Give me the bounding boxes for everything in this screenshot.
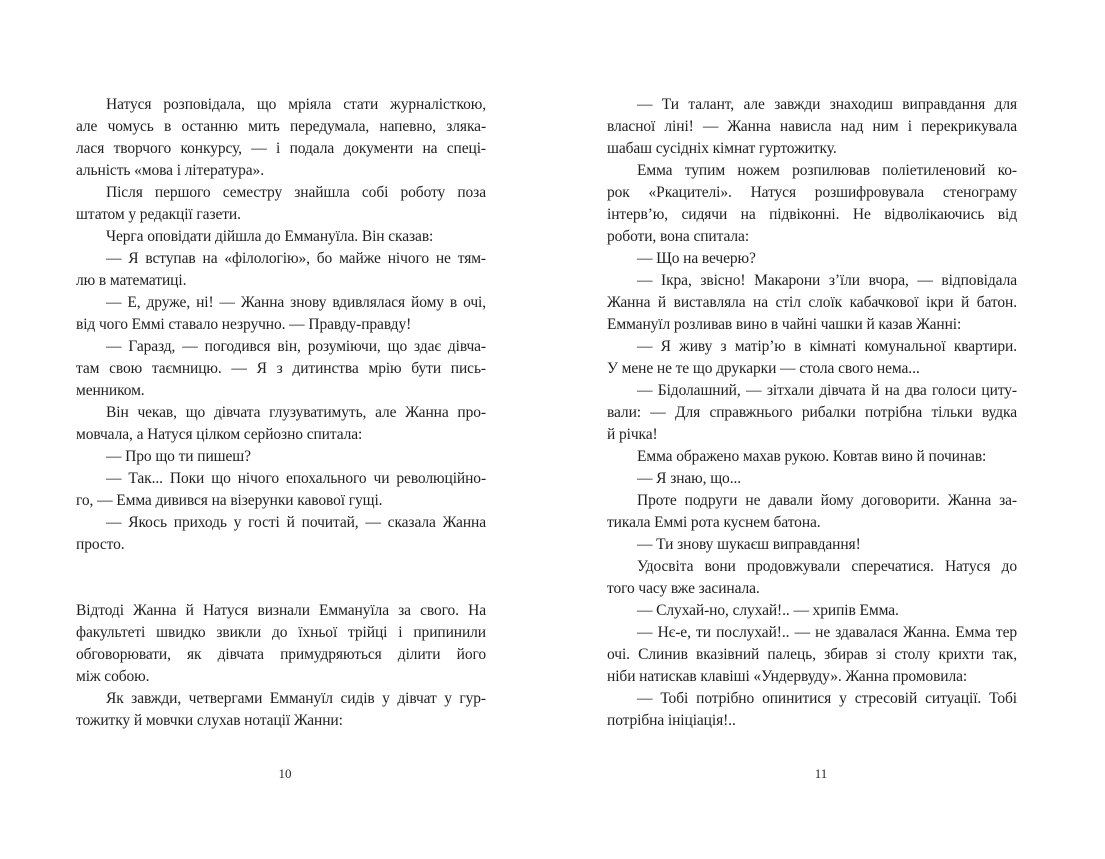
text-line: між собою. — [76, 668, 150, 685]
text-line: там свою таємницю. — Я з дитинства мрію бути пись- — [76, 360, 486, 377]
text-section — [76, 94, 486, 556]
text-line: від чого Еммі ставало незручно. — Правду-правду! — [76, 316, 412, 333]
text-line: ніби натискав клавіші «Ундервуду». Жанна промовила: — [607, 668, 968, 685]
text-line: — Що на вечерю? — [637, 250, 756, 267]
text-line: інтерв’ю, сидячи на підвіконні. Не відволікаючись від — [607, 206, 1017, 223]
text-line: лася творчого конкурсу, — і подала документи на спеці- — [76, 140, 486, 157]
text-line: Відтоді Жанна й Натуся визнали Еммануїла за свого. На — [76, 602, 486, 619]
text-line: — Тобі потрібно опинитися у стресовій ситуації. Тобі — [637, 690, 1017, 707]
text-line: менником. — [76, 382, 145, 399]
text-line: — Про що ти пишеш? — [106, 448, 251, 465]
text-line: лю в математиці. — [76, 272, 187, 289]
text-line: Емма ображено махав рукою. Ковтав вино й починав: — [637, 448, 987, 465]
text-line: Еммануїл розливав вино в чайні чашки й казав Жанні: — [607, 316, 962, 333]
text-line: — Так... Поки що нічого епохального чи революційно- — [106, 470, 486, 487]
text-line: тожитку й мовчки слухав нотації Жанни: — [76, 712, 343, 729]
text-line: — Слухай-но, слухай!.. — хрипів Емма. — [637, 602, 899, 619]
text-line: — Якось приходь у гості й почитай, — сказала Жанна — [106, 514, 486, 531]
text-line: Черга оповідати дійшла до Еммануїла. Він сказав: — [106, 228, 434, 245]
text-line: — Я знаю, що... — [637, 470, 742, 487]
text-line: роботи, вона спитала: — [607, 228, 750, 245]
text-line: — Нє-е, ти послухай!.. — не здавалася Жанна. Емма тер — [637, 624, 1017, 641]
text-line: мовчала, а Натуся цілком серйозно спитала: — [76, 426, 363, 443]
text-line: Він чекав, що дівчата глузуватимуть, але Жанна про- — [106, 404, 486, 421]
text-line: очі. Слинив вказівний палець, збирав зі столу крихти так, — [607, 646, 1017, 663]
text-line: вали: — Для справжнього рибалки потрібна тільки вудка — [607, 404, 1017, 421]
text-line: тикала Еммі рота куснем батона. — [607, 514, 821, 531]
text-line: Проте подруги не давали йому договорити. Жанна за- — [637, 492, 1017, 509]
text-line: го, — Емма дивився на візерунки кавової гущі. — [76, 492, 383, 509]
text-section — [607, 94, 1017, 732]
text-line: — Я вступав на «філологію», бо майже нічого не тям- — [106, 250, 486, 267]
text-line: потрібна ініціація!.. — [607, 712, 736, 729]
text-line: — Е, друже, ні! — Жанна знову вдивлялася йому в очі, — [106, 294, 486, 311]
page-number-left: 10 — [278, 766, 292, 781]
text-line: альність «мова і література». — [76, 162, 264, 179]
text-line: — Я живу з матір’ю в кімнаті комунальної квартири. — [637, 338, 1017, 355]
text-line: Удосвіта вони продовжували сперечатися. Натуся до — [637, 558, 1017, 575]
right-page-text-column — [607, 94, 1017, 732]
text-line: й річка! — [607, 426, 658, 443]
left-page-text-column — [76, 94, 486, 732]
text-line: — Ікра, звісно! Макарони з’їли вчора, — відповідала — [637, 272, 1017, 289]
text-line: — Бідолашний, — зітхали дівчата й на два голоси циту- — [637, 382, 1017, 399]
text-section — [76, 600, 486, 732]
text-line: Емма тупим ножем розпилював поліетиленовий ко- — [637, 162, 1017, 179]
text-line: просто. — [76, 536, 125, 553]
text-line: того часу вже засинала. — [607, 580, 760, 597]
text-line: У мене не те що друкарки — стола свого нема... — [607, 360, 920, 377]
text-line: — Гаразд, — погодився він, розуміючи, що здає дівча- — [106, 338, 486, 355]
text-line: Жанна й виставляла на стіл слоїк кабачкової ікри й батон. — [607, 294, 1017, 311]
text-line: — Ти знову шукаєш виправдання! — [637, 536, 861, 553]
text-line: штатом у редакції газети. — [76, 206, 241, 223]
text-line: обговорювати, як дівчата примудряються ділити його — [76, 646, 486, 663]
text-line: — Ти талант, але завжди знаходиш виправдання для — [637, 96, 1017, 113]
page-number-right: 11 — [814, 766, 828, 781]
text-line: власної ліні! — Жанна нависла над ним і перекрикувала — [607, 118, 1017, 135]
text-line: Як завжди, четвергами Еммануїл сидів у дівчат у гур- — [106, 690, 486, 707]
text-line: факультеті швидко звикли до їхньої трійці і припинили — [76, 624, 486, 641]
text-line: шабаш сусідніх кімнат гуртожитку. — [607, 140, 837, 157]
text-line: Після першого семестру знайшла собі роботу поза — [106, 184, 486, 201]
text-line: рок «Ркацителі». Натуся розшифровувала стенограму — [607, 184, 1017, 201]
text-line: але чомусь в останню мить передумала, напевно, зляка- — [76, 118, 486, 135]
text-line: Натуся розповідала, що мріяла стати журналісткою, — [106, 96, 486, 113]
